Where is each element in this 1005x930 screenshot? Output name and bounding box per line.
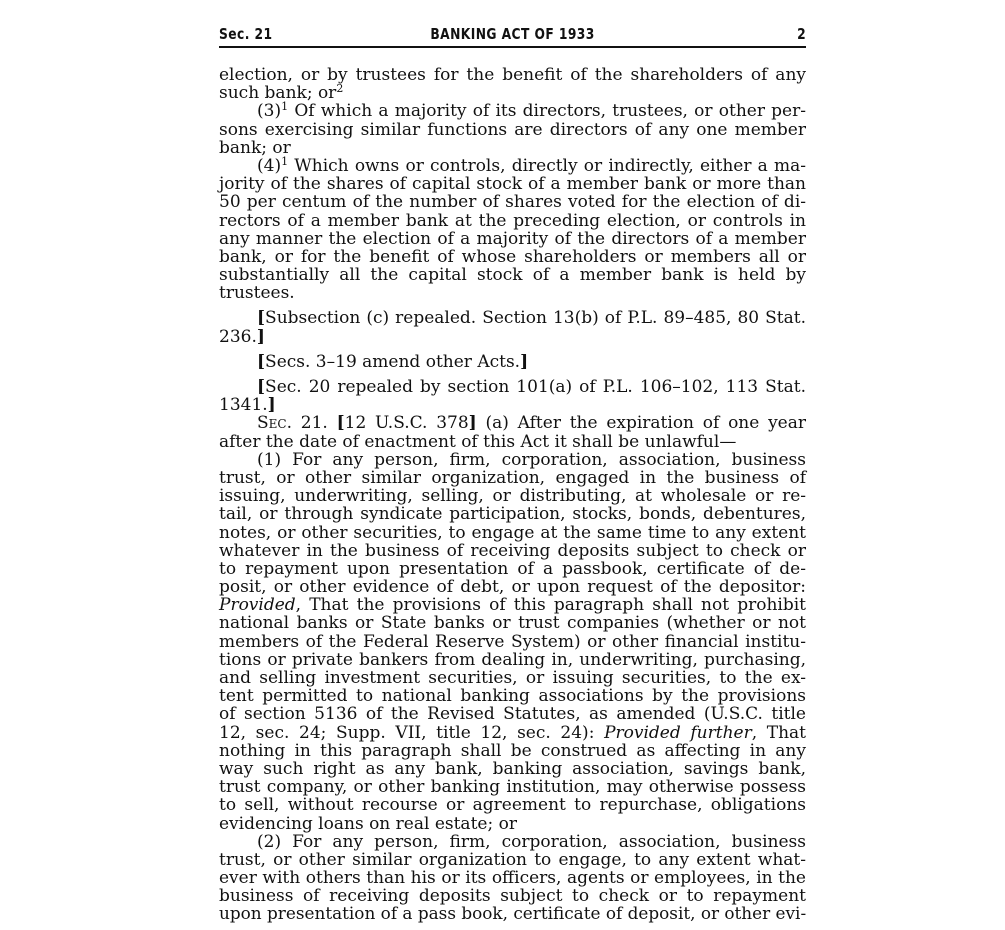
editorial-note-line: [Subsection (c) repealed. Section 13(b) of P.L. 89–485, 80 Stat.: [257, 308, 806, 329]
text-line: election, or by trustees for the benefit of the shareholders of any: [219, 65, 806, 85]
text-line: trust, or other similar organization to engage, to any extent what-: [219, 849, 806, 870]
header-section: Sec. 21: [219, 25, 273, 43]
text-line: nothing in this paragraph shall be construed as affecting in any: [219, 740, 806, 761]
text-line: sons exercising similar functions are directors of any one member: [219, 119, 806, 140]
text-line: $(3)^1$ Of which a majority of its directors, trustees, or other per-: [257, 100, 806, 122]
text-line: and selling investment securities, or issuing securities, to the ex-: [219, 668, 806, 688]
text-line: upon presentation of a pass book, certificate of deposit, or other evi-: [219, 904, 807, 925]
text-line: bank, or for the benefit of whose shareholders or members all or: [219, 246, 806, 267]
text-line: jority of the shares of capital stock of a member bank or more than: [219, 174, 806, 195]
footnote-marker: 2: [336, 82, 344, 96]
usc-citation: 12 U.S.C. 378: [344, 413, 469, 434]
text-line: $(4)^1$ Which owns or controls, directly or indirectly, either a ma-: [257, 154, 806, 176]
editorial-note-line: 1341.]: [219, 395, 276, 416]
text-line: business of receiving deposits subject to check or to repayment: [219, 886, 806, 907]
footnote-marker: 1: [281, 100, 289, 114]
footnote-marker: 1: [281, 154, 289, 168]
text-line: to repayment upon presentation of a passbook, certificate of de-: [219, 558, 806, 579]
text-line: tions or private bankers from dealing in, underwriting, purchasing,: [219, 649, 806, 670]
document-body: [219, 66, 806, 924]
text-line: 12, sec. 24; Supp. VII, title 12, sec. 24): Provided further, That: [219, 722, 806, 743]
text-line: rectors of a member bank at the preceding election, or controls in: [219, 210, 806, 231]
text-line: trust company, or other banking institution, may otherwise possess: [219, 777, 806, 798]
text-line: any manner the election of a majority of the directors of a member: [219, 228, 806, 249]
document-page: [219, 0, 807, 925]
header-title: BANKING ACT OF 1933: [430, 25, 595, 43]
text-line: trust, or other similar organization, engaged in the business of: [219, 467, 806, 488]
editorial-note-line: [Sec. 20 repealed by section 101(a) of P.L. 106–102, 113 Stat.: [257, 377, 806, 397]
text-line: (1) For any person, firm, corporation, association, business: [257, 449, 806, 470]
text-line: substantially all the capital stock of a member bank is held by: [219, 265, 806, 286]
text-line: members of the Federal Reserve System) or other financial institu-: [219, 631, 806, 652]
text-line: evidencing loans on real estate; or: [219, 813, 517, 834]
running-header: [219, 0, 806, 46]
editorial-note-line: 236.]: [219, 326, 265, 347]
text-line: trustees.: [219, 283, 295, 304]
text-line: tail, or through syndicate participation, stocks, bonds, debentures,: [219, 504, 806, 525]
text-line: 50 per centum of the number of shares voted for the election of di-: [219, 192, 806, 213]
section-label: Sec.: [257, 413, 292, 434]
text-line: tent permitted to national banking associations by the provisions: [219, 686, 806, 707]
text-line: of section 5136 of the Revised Statutes, as amended (U.S.C. title: [219, 704, 806, 725]
text-line: Provided, That the provisions of this paragraph shall not prohibit: [219, 595, 806, 616]
text-line: such bank; $or^2$: [219, 82, 344, 104]
text-line: national banks or State banks or trust companies (whether or not: [219, 613, 806, 634]
text-line: ever with others than his or its officers, agents or employees, in the: [219, 868, 806, 889]
text-line: way such right as any bank, banking association, savings bank,: [219, 758, 806, 779]
text-line: posit, or other evidence of debt, or upon request of the depositor:: [219, 577, 806, 598]
text-line: after the date of enactment of this Act it shall be unlawful—: [219, 431, 737, 452]
editorial-note-line: [Secs. 3–19 amend other Acts.]: [257, 351, 529, 372]
text-line: (2) For any person, firm, corporation, association, business: [257, 831, 806, 852]
header-rule: [219, 46, 806, 48]
text-line: to sell, without recourse or agreement to repurchase, obligations: [219, 795, 806, 816]
text-line: whatever in the business of receiving deposits subject to check or: [219, 540, 806, 561]
text-line: issuing, underwriting, selling, or distributing, at wholesale or re-: [219, 486, 806, 507]
section-heading-line: Sec. 21. [12 U.S.C. 378] (a) After the expiration of one year: [257, 413, 807, 434]
text-line: bank; or: [219, 137, 291, 158]
text-line: notes, or other securities, to engage at the same time to any extent: [219, 522, 806, 543]
header-page-number: 2: [797, 25, 807, 43]
